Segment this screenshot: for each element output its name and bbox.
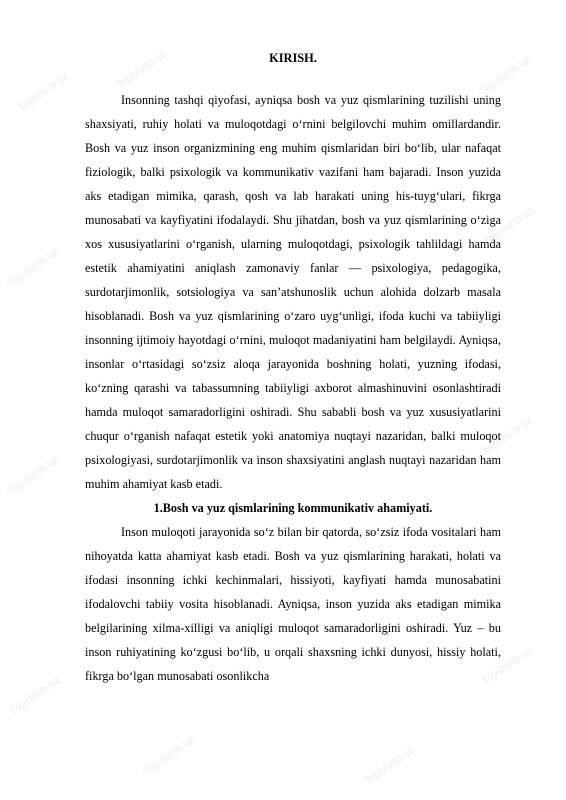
watermark: Topshirib.uz <box>15 70 71 114</box>
watermark: Topshirib.uz <box>477 54 533 98</box>
section-paragraph: Inson muloqoti jarayonida so‘z bilan bir qatorda, so‘zsiz ifoda vositalari ham nihoyatda katta ahamiyat kasb etadi. Bosh va yuz qismlarining harakati, holati va ifodasi insonning ichki kechinmalari, hissiyoti, kayfiyati hamda munosabatini ifodalovchi tabiiy vosita hisoblanadi. Ayniqsa, inson yuzida aks etadigan mimika belgilarining xilma-xilligi va aniqligi muloqot samaradorligini oshiradi. Yuz – bu inson ruhiyatining ko‘zgusi bo‘lib, u orqali shaxsning ichki dunyosi, hissiy holati, fikrga bo‘lgan munosabati osonlikcha <box>85 525 501 683</box>
page-title: KIRISH. <box>269 51 317 65</box>
document-body <box>85 50 501 688</box>
watermark: Topshirib.uz <box>5 454 61 498</box>
watermark: Topshirib.uz <box>5 246 61 290</box>
watermark: Topshirib.uz <box>7 674 63 718</box>
introduction-paragraph: Insonning tashqi qiyofasi, ayniqsa bosh va yuz qismlarining tuzilishi uning shaxsiyati, ruhiy holati va muloqotdagi o‘rnini belgilovchi muhim omillardandir. Bosh va yuz inson organizmining eng muhim qismlaridan biri bo‘lib, ular nafaqat fiziologik, balki psixologik va kommunikativ vazifani ham bajaradi. Inson yuzida aks etadigan mimika, qarash, qosh va lab harakati uning his-tuyg‘ulari, fikrga munosabati va kayfiyatini ifodalaydi. Shu jihatdan, bosh va yuz qismlarining o‘ziga xos xususiyatlarini o‘rganish, ularning muloqotdagi, psixologik tahlildagi hamda estetik ahamiyatini aniqlash zamonaviy fanlar — psixologiya, pedagogika, surdotarjimonlik, sotsiologiya va san’atshunoslik uchun alohida dolzarb masala hisoblanadi. Bosh va yuz qismlarining o‘zaro uyg‘unligi, ifoda kuchi va tabiiyligi insonning ijtimoiy hayotdagi o‘rnini, muloqot madaniyatini ham belgilaydi. Ayniqsa, insonlar o‘rtasidagi so‘zsiz aloqa jarayonida boshning holati, yuzning ifodasi, ko‘zning qarashi va tabassumning tabiiyligi axborot almashinuvini osonlashtiradi hamda muloqot samaradorligini oshiradi. Shu sababli bosh va yuz xususiyatlarini chuqur o‘rganish nafaqat estetik yoki anatomiya nuqtayi nazaridan, balki muloqot psixologiyasi, surdotarjimonlik va inson shaxsiyatini anglash nuqtayi nazaridan ham muhim ahamiyat kasb etadi. <box>85 93 501 491</box>
watermark: Topshirib.uz <box>113 48 169 92</box>
watermark: Topshirib.uz <box>141 734 197 778</box>
section-heading: 1.Bosh va yuz qismlarining kommunikativ ahamiyati. <box>153 501 433 515</box>
watermark: Topshirib.uz <box>479 644 535 688</box>
watermark: Topshirib.uz <box>479 414 535 458</box>
watermark: Topshirib.uz <box>361 744 417 788</box>
watermark: Topshirib.uz <box>481 204 537 248</box>
